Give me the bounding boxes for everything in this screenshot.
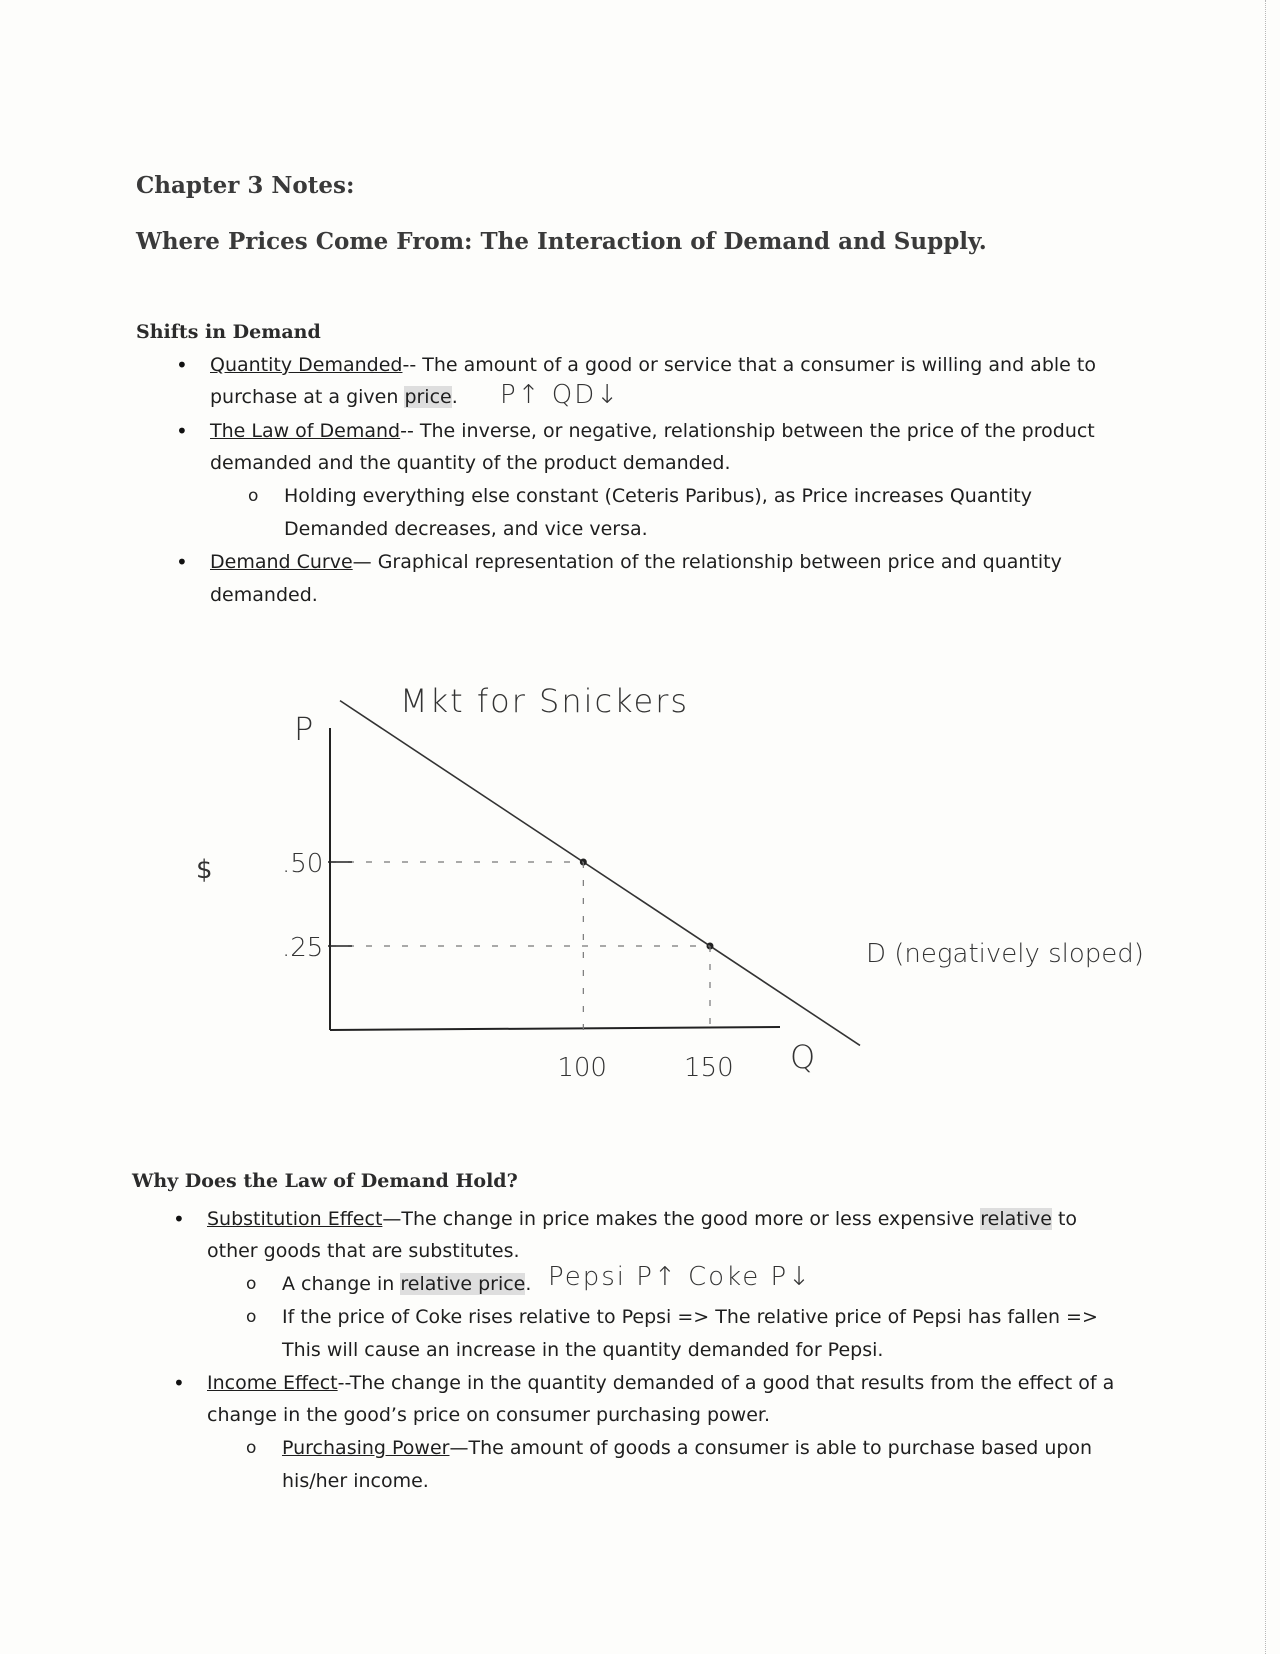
sub-bullet-relative-price — [282, 1268, 531, 1300]
sub-bullet-purchasing-power — [282, 1432, 1092, 1464]
chart-title: Mkt for Snickers — [400, 682, 690, 720]
definition-text: . — [525, 1273, 532, 1295]
definition-line: his/her income. — [282, 1470, 429, 1492]
term-law-of-demand: The Law of Demand — [210, 420, 401, 442]
y-axis-label: P — [294, 710, 314, 748]
definition-line: demanded. — [210, 584, 318, 606]
definition-text: —The change in price makes the good more or less expensive — [382, 1208, 981, 1230]
definition-text: A change in — [282, 1273, 401, 1295]
definition-text: to — [1051, 1208, 1078, 1230]
y-tick-label: .50 — [282, 849, 324, 879]
x-tick-label: 100 — [557, 1053, 607, 1083]
handwritten-note-price-qd: P↑ QD↓ — [500, 380, 620, 410]
term-purchasing-power: Purchasing Power — [282, 1437, 450, 1459]
definition-text: . — [451, 386, 458, 408]
sub-bullet-coke-pepsi: o If the price of Coke rises relative to Pepsi => The relative price of Pepsi has fallen => — [282, 1301, 1098, 1333]
highlighted-word: relative — [980, 1208, 1052, 1230]
y-axis-currency-label: $ — [196, 855, 213, 885]
y-tick-label: .25 — [282, 933, 324, 963]
page-title: Where Prices Come From: The Interaction of Demand and Supply. — [136, 228, 987, 255]
bullet-income-effect — [207, 1367, 1147, 1399]
definition-line: demanded and the quantity of the product demanded. — [210, 452, 731, 474]
chapter-title: Chapter 3 Notes: — [136, 172, 355, 199]
term-quantity-demanded: Quantity Demanded — [210, 354, 403, 376]
bullet-substitution-effect — [207, 1203, 1147, 1235]
definition-text: purchase at a given — [210, 386, 405, 408]
definition-text: — Graphical representation of the relationship between price and quantity — [352, 551, 1062, 573]
definition-text: --The change in the quantity demanded of a good that results from the effect of a — [337, 1372, 1115, 1394]
section-heading-why-law-holds: Why Does the Law of Demand Hold? — [132, 1170, 518, 1192]
x-axis-label: Q — [790, 1038, 816, 1076]
section-heading-shifts: Shifts in Demand — [136, 321, 321, 343]
definition-line: This will cause an increase in the quantity demanded for Pepsi. — [282, 1339, 884, 1361]
definition-line: other goods that are substitutes. — [207, 1240, 520, 1262]
demand-curve-label: D (negatively sloped) — [866, 939, 1144, 969]
x-tick-label: 150 — [684, 1053, 734, 1083]
definition-text: —The amount of goods a consumer is able to purchase based upon — [449, 1437, 1093, 1459]
term-demand-curve: Demand Curve — [210, 551, 353, 573]
x-axis — [330, 1027, 780, 1030]
sub-bullet-ceteris-paribus: o Holding everything else constant (Ceteris Paribus), as Price increases Quantity — [284, 480, 1032, 512]
definition-text: -- The inverse, or negative, relationship between the price of the product — [400, 420, 1095, 442]
handwritten-note-pepsi-coke: Pepsi P↑ Coke P↓ — [548, 1262, 812, 1292]
definition-line: Demanded decreases, and vice versa. — [284, 518, 648, 540]
highlighted-word: relative price — [400, 1273, 526, 1295]
term-income-effect: Income Effect — [207, 1372, 338, 1394]
definition-text: -- The amount of a good or service that a consumer is willing and able to — [402, 354, 1096, 376]
demand-curve-line — [340, 701, 860, 1046]
definition-line: change in the good’s price on consumer purchasing power. — [207, 1404, 770, 1426]
term-substitution-effect: Substitution Effect — [207, 1208, 383, 1230]
highlighted-word: price — [404, 386, 452, 408]
